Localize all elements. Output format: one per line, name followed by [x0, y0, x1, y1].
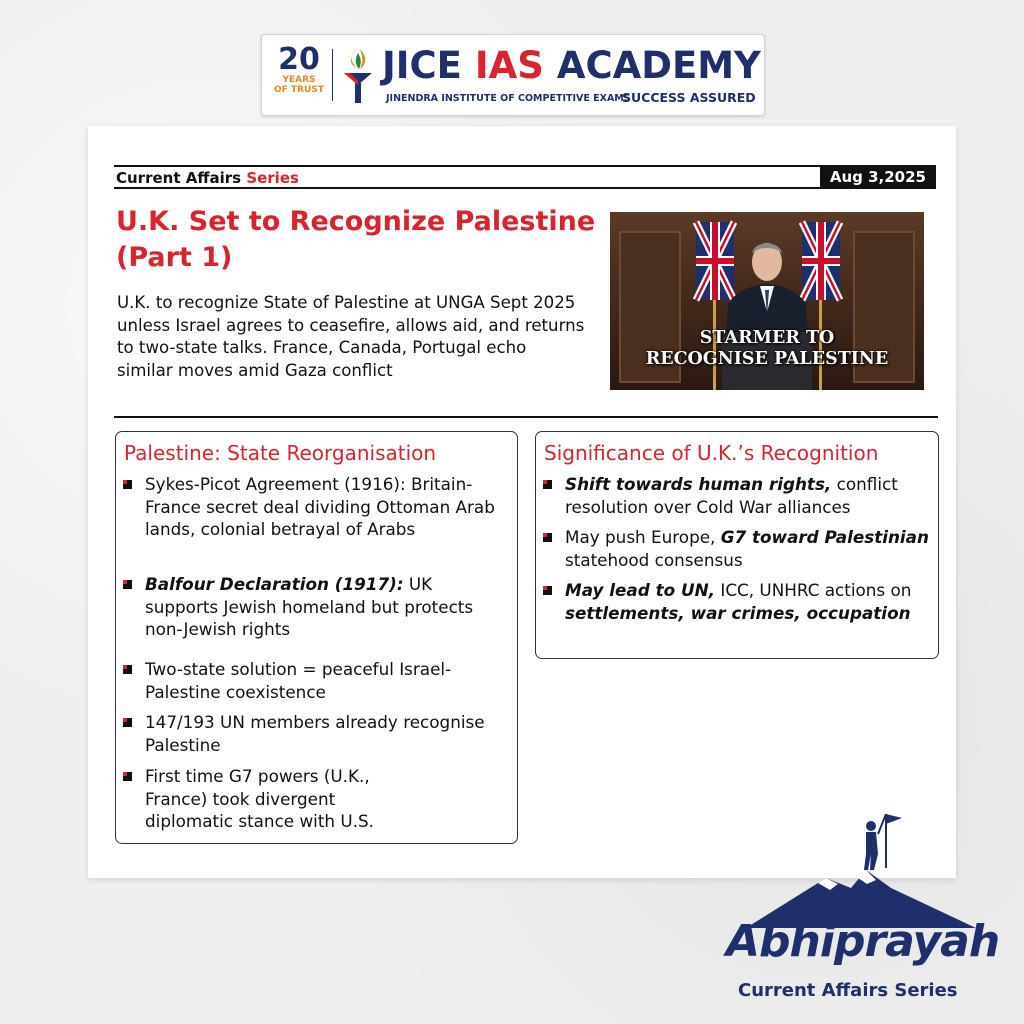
photo-caption-line1: STARMER TO: [699, 328, 835, 348]
list-item-lead: Shift towards human rights,: [565, 474, 832, 494]
list-item: [145, 573, 510, 641]
list-item-lead: Balfour Declaration (1917):: [145, 574, 404, 594]
photo-caption-line2: RECOGNISE PALESTINE: [645, 349, 889, 369]
list-item-text: May push Europe,: [565, 527, 721, 547]
list-item-text: Sykes-Picot Agreement (1916): Britain-France secret deal dividing Ottoman Arab lands, colonial betrayal of Arabs: [145, 474, 495, 539]
list-item: [565, 579, 930, 624]
square-bullet-icon: [123, 717, 133, 727]
left-panel-title: Palestine: State Reorganisation: [124, 441, 437, 465]
right-panel-title: Significance of U.K.’s Recognition: [544, 441, 879, 465]
article-intro: U.K. to recognize State of Palestine at UNGA Sept 2025 unless Israel agrees to ceasefire, allows aid, and returns to two-state talks. France, Canada, Portugal echo similar moves amid Gaza conflict: [117, 293, 585, 380]
article-card: [88, 126, 956, 878]
square-bullet-icon: [543, 532, 553, 542]
years-number: 20: [278, 42, 320, 77]
logo-divider: [332, 49, 333, 101]
list-item: [145, 711, 510, 756]
of-trust-label: OF TRUST: [274, 85, 324, 95]
square-bullet-icon: [543, 479, 553, 489]
palestine-state-panel: [115, 431, 518, 844]
article-title-line1: U.K. Set to Recognize Palestine: [116, 206, 596, 237]
list-item-text: conflict resolution over Cold War alliances: [565, 474, 898, 517]
academy-logo: [261, 34, 765, 116]
years-of-trust-badge: [270, 42, 328, 95]
list-item-text: First time G7 powers (U.K., France) took divergent diplomatic stance with U.S.: [145, 766, 374, 831]
square-bullet-icon: [123, 579, 133, 589]
list-item-tail: settlements, war crimes, occupation: [565, 602, 911, 623]
series-header-bar: [114, 165, 934, 189]
list-item-text: ICC, UNHRC actions on: [715, 580, 912, 600]
square-bullet-icon: [123, 479, 133, 489]
footer-series-label: Current Affairs Series: [738, 980, 958, 1001]
series-accent-text: Series: [246, 169, 299, 187]
list-item: [565, 526, 930, 571]
list-item: [565, 473, 930, 518]
list-item-tail: statehood consensus: [565, 549, 743, 570]
series-label: [116, 169, 299, 187]
brand-tagline: SUCCESS ASSURED: [622, 90, 756, 105]
brand-name: [382, 45, 761, 87]
list-item: [145, 658, 510, 703]
list-item-lead: May lead to UN,: [565, 580, 716, 600]
list-item: [145, 765, 395, 833]
mountain-summit-icon: [726, 808, 996, 928]
list-item: [145, 473, 510, 541]
abhiprayah-logo: [726, 808, 1000, 1008]
brand-jice: JICE: [382, 44, 462, 87]
brand-ias: IAS: [474, 44, 544, 87]
article-title: [116, 204, 596, 276]
square-bullet-icon: [123, 771, 133, 781]
article-title-line2: (Part 1): [116, 242, 233, 273]
news-photo: [610, 212, 924, 390]
abhiprayah-wordmark: Abhiprayah: [726, 916, 1000, 967]
square-bullet-icon: [543, 585, 553, 595]
series-label-text: Current Affairs: [116, 169, 242, 187]
brand-academy: ACADEMY: [556, 44, 761, 87]
date-badge: Aug 3,2025: [820, 165, 936, 189]
list-item-lead: G7 toward Palestinian: [720, 527, 929, 547]
square-bullet-icon: [123, 664, 133, 674]
list-item-text: 147/193 UN members already recognise Palestine: [145, 712, 485, 755]
list-item-text: UK supports Jewish homeland but protects non-Jewish rights: [145, 574, 474, 639]
list-item-text: Two-state solution = peaceful Israel-Palestine coexistence: [145, 659, 452, 702]
section-divider: [114, 416, 938, 418]
years-label: YEARS: [282, 75, 316, 85]
significance-panel: [535, 431, 939, 659]
brand-subtitle: JINENDRA INSTITUTE OF COMPETITIVE EXAMS: [386, 93, 631, 104]
flame-torch-icon: [338, 43, 378, 107]
photo-caption: [610, 328, 924, 370]
